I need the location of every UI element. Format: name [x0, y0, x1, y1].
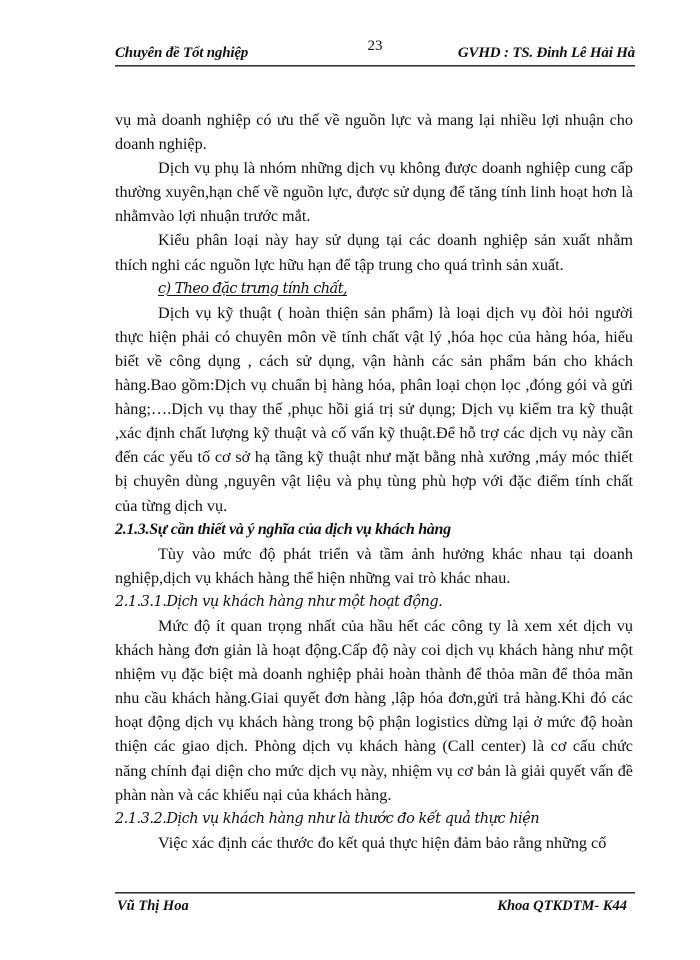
header-divider — [115, 65, 635, 67]
paragraph-classification: Kiểu phân loại này hay sử dụng tại các doanh nghiệp sản xuất nhằm thích nghi các nguồn lực hữu hạn để tập trung cho quá trình sản xuất. — [115, 231, 633, 274]
paragraph-secondary-services: Dịch vụ phụ là nhóm những dịch vụ không được doanh nghiệp cung cấp thường xuyên,hạn chế về nguồn lực, được sử dụng để tăng tính linh hoạt hơn là nhằmvào lợi nhuận trước mắt. — [115, 159, 633, 226]
section-heading-2-1-3-2: 2.1.3.2.Dịch vụ khách hàng như là thước đo kết quả thực hiện — [115, 810, 540, 827]
paragraph-technical-services: Dịch vụ kỹ thuật ( hoàn thiện sản phẩm) là loại dịch vụ đòi hỏi người thực hiện phải có chuyên môn về tính chất vật lý ,hóa học của hàng hóa, hiểu biết về công dụng , cách sử dụng, vận hành các sản phẩm bán cho khách hàng.Bao gồm:Dịch vụ chuẩn bị hàng hóa, phân loại chọn lọc ,đóng gói và gửi hàng;….Dịch vụ thay thế ,phục hồi giá trị sử dụng; Dịch vụ kiểm tra kỹ thuật ,xác định chất lượng kỹ thuật và cố vấn kỹ thuật.Để hỗ trợ các dịch vụ này cần đến các yếu tố cơ sở hạ tầng kỹ thuật như mặt bằng nhà xưởng ,máy móc thiết bị chuyên dùng ,nguyên vật liệu và phụ tùng phù hợp với đặc điểm tính chất của từng dịch vụ. — [115, 303, 633, 515]
paragraph-performance-measure: Việc xác định các thước đo kết quả thực hiện đảm bảo rằng những cố — [158, 833, 607, 852]
paragraph-roles-intro: Tùy vào mức độ phát triển và tầm ảnh hưởng khác nhau tại doanh nghiệp,dịch vụ khách hàng thể hiện những vai trò khác nhau. — [115, 544, 633, 587]
footer-divider — [115, 892, 635, 894]
header-document-type: Chuyên đề Tốt nghiệp — [115, 45, 249, 61]
section-heading-2-1-3: 2.1.3.Sự cần thiết và ý nghĩa của dịch vụ khách hàng — [115, 520, 451, 538]
subheading-by-characteristic: c) Theo đặc trưng tính chất, — [158, 280, 348, 297]
section-heading-2-1-3-1: 2.1.3.1.Dịch vụ khách hàng như một hoạt động. — [115, 593, 443, 610]
paragraph-continuation: vụ mà doanh nghiệp có ưu thế về nguồn lực và mang lại nhiều lợi nhuận cho doanh nghiệp. — [115, 111, 633, 154]
header-advisor: GVHD : TS. Đinh Lê Hải Hà — [457, 45, 635, 61]
page-footer — [115, 898, 635, 918]
footer-author: Vũ Thị Hoa — [117, 898, 189, 914]
footer-faculty: Khoa QTKDTM- K44 — [497, 898, 627, 914]
paragraph-service-as-activity: Mức độ ít quan trọng nhất của hầu hết các công ty là xem xét dịch vụ khách hàng đơn giản là hoạt động.Cấp độ này coi dịch vụ khách hàng như một nhiệm vụ đặc biệt mà doanh nghiệp phải hoàn thành để thỏa mãn để thỏa mãn nhu cầu khách hàng.Giai quyết đơn hàng ,lập hóa đơn,gửi trả hàng.Khi đó các hoạt động dịch vụ khách hàng trong bộ phận logistics dừng lại ở mức độ hoàn thiện các giao dịch. Phòng dịch vụ khách hàng (Call center) là cơ cấu chức năng chính đại diện cho mức dịch vụ này, nhiệm vụ cơ bản là giải quyết vấn đề phàn nàn và các khiếu nại của khách hàng. — [115, 616, 633, 804]
page-number: 23 — [367, 38, 383, 54]
page-body — [115, 108, 633, 855]
page-header — [115, 40, 635, 64]
